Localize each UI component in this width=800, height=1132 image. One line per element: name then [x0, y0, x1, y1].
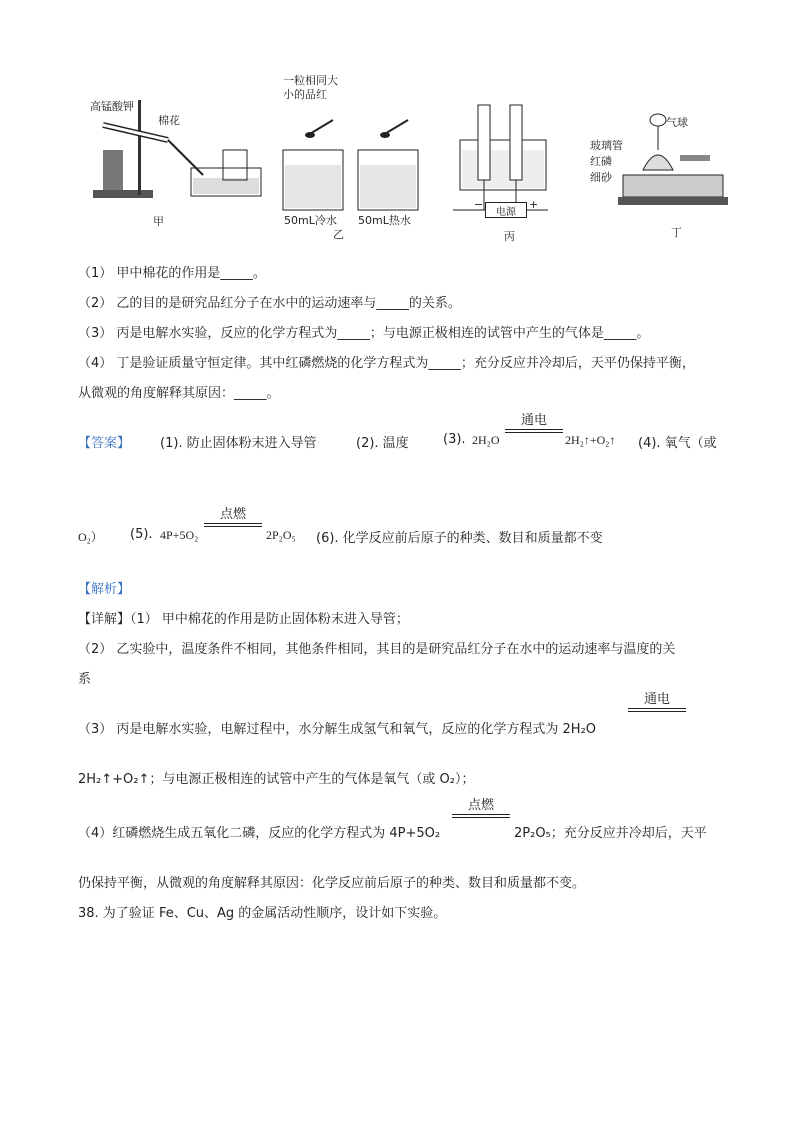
caption-ding: 丁	[671, 226, 682, 239]
answer-3-prefix: (3).	[443, 432, 466, 447]
label-cotton: 棉花	[158, 114, 180, 127]
eq2-left: 4P+5O₂	[160, 528, 199, 542]
label-glass-tube: 玻璃管	[590, 139, 623, 152]
eq1-right: 2H₂↑+O₂↑	[565, 433, 616, 447]
analysis-line-7: 仍保持平衡，从微观的角度解释其原因：化学反应前后原子的种类、数目和质量都不变。	[78, 876, 586, 891]
eq1-bar	[505, 429, 563, 433]
answer-tag: 【答案】	[78, 436, 131, 451]
question-1: （1） 甲中棉花的作用是_____。	[78, 266, 266, 281]
answer-4-cont: O₂）	[78, 530, 103, 544]
caption-yi: 乙	[333, 228, 344, 241]
answer-2: (2). 温度	[356, 436, 409, 451]
eq2-bar	[204, 523, 262, 527]
eq1-left: 2H₂O	[472, 433, 500, 447]
question-2: （2） 乙的目的是研究品红分子在水中的运动速率与_____的关系。	[78, 296, 461, 311]
eq2-condition	[204, 508, 262, 527]
label-balloon: 气球	[666, 116, 688, 129]
analysis-eq2-bar	[452, 814, 510, 818]
analysis-eq2-condition	[452, 799, 510, 818]
analysis-eq2-cond-text: 点燃	[467, 798, 494, 813]
caption-bing: 丙	[504, 230, 515, 243]
label-fine-sand: 细砂	[590, 171, 612, 184]
analysis-line-4: （3） 丙是电解水实验，电解过程中，水分解生成氢气和氧气，反应的化学方程式为 2H₂O	[78, 722, 597, 737]
power-box: 电源	[485, 202, 527, 218]
question-3: （3） 丙是电解水实验，反应的化学方程式为_____；与电源正极相连的试管中产生的气体是_____。	[78, 326, 650, 341]
label-pinhong-1: 一粒相同大	[283, 74, 338, 87]
analysis-line-5: 2H₂↑+O₂↑；与电源正极相连的试管中产生的气体是氧气（或 O₂）；	[78, 772, 475, 787]
figure-row	[78, 70, 728, 250]
analysis-eq1-cond-text: 通电	[643, 692, 670, 707]
label-plus: +	[529, 198, 539, 211]
label-pinhong-2: 小的品红	[283, 88, 327, 101]
analysis-line-3: 系	[78, 672, 92, 687]
analysis-eq1-condition	[628, 693, 686, 712]
analysis-line-6-right: 2P₂O₅；充分反应并冷却后，天平	[514, 826, 707, 841]
eq1-cond-text: 通电	[520, 413, 547, 428]
analysis-line-6: （4）红磷燃烧生成五氧化二磷，反应的化学方程式为 4P+5O₂	[78, 826, 441, 841]
caption-jia: 甲	[153, 215, 164, 228]
answer-1: (1). 防止固体粉末进入导管	[160, 436, 317, 451]
label-hot-water: 50mL热水	[358, 214, 411, 227]
label-minus: −	[474, 198, 484, 211]
label-red-phosphorus: 红磷	[590, 155, 612, 168]
label-kmno4: 高锰酸钾	[90, 100, 134, 113]
label-cold-water: 50mL冷水	[284, 214, 337, 227]
eq2-right: 2P₂O₅	[266, 528, 296, 542]
eq1-condition	[505, 414, 563, 433]
answer-4: (4). 氧气（或	[638, 436, 717, 451]
question-38: 38. 为了验证 Fe、Cu、Ag 的金属活动性顺序，设计如下实验。	[78, 906, 447, 921]
answer-6: (6). 化学反应前后原子的种类、数目和质量都不变	[316, 531, 603, 546]
analysis-eq1-bar	[628, 708, 686, 712]
analysis-tag: 【解析】	[78, 582, 131, 597]
analysis-line-1: 【详解】（1） 甲中棉花的作用是防止固体粉末进入导管；	[78, 612, 409, 627]
question-4: （4） 丁是验证质量守恒定律。其中红磷燃烧的化学方程式为_____；充分反应并冷却后，天平仍保持平衡，	[78, 356, 695, 371]
answer-5-prefix: (5).	[130, 527, 153, 542]
analysis-line-2: （2） 乙实验中，温度条件不相同，其他条件相同，其目的是研究品红分子在水中的运动速率与温度的关	[78, 642, 676, 657]
eq2-cond-text: 点燃	[219, 507, 246, 522]
question-4-cont: 从微观的角度解释其原因：_____。	[78, 386, 280, 401]
